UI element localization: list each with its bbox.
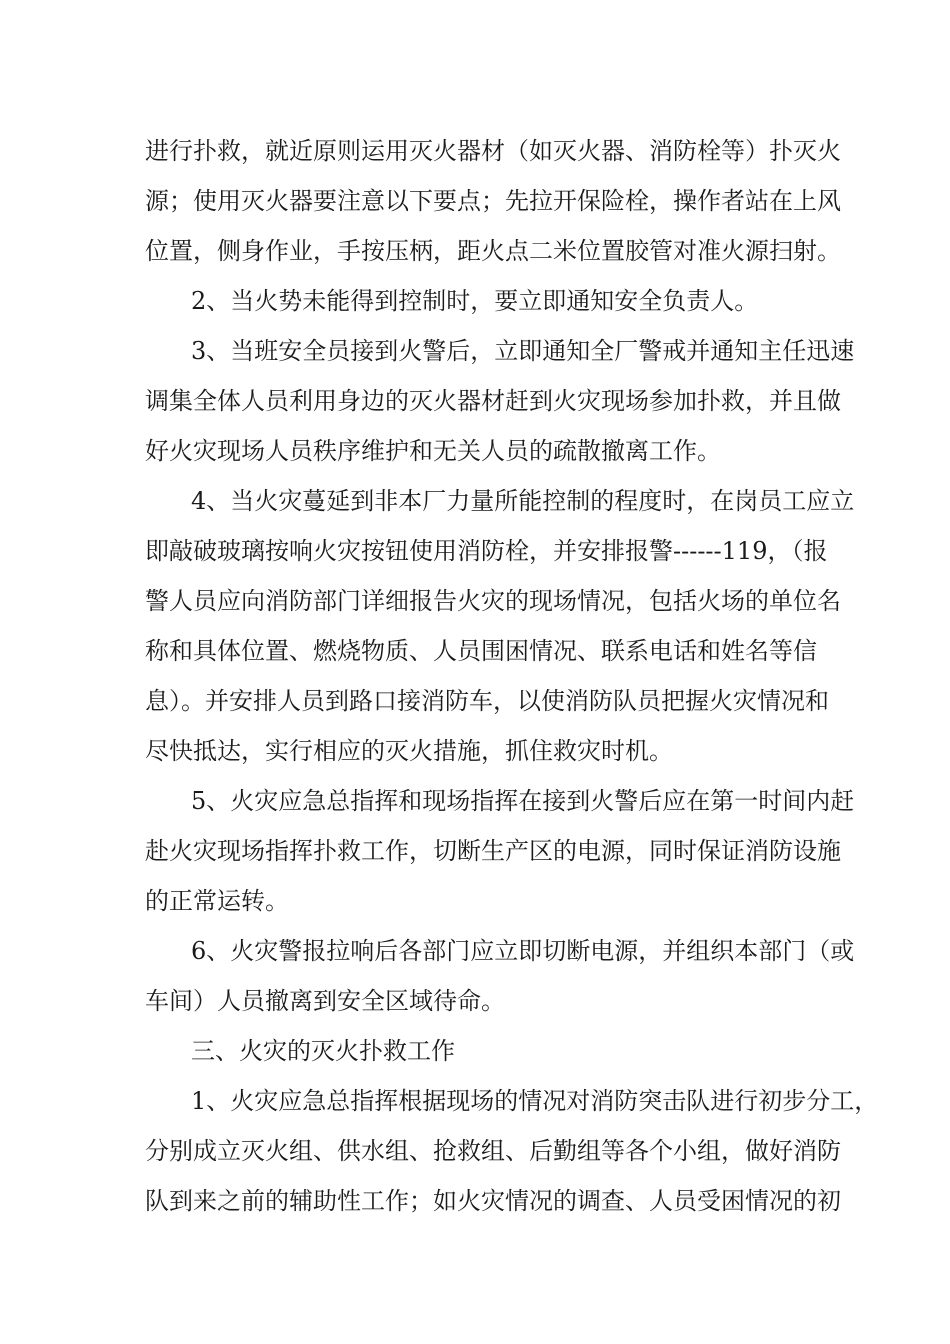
text-line: 赴火灾现场指挥扑救工作，切断生产区的电源，同时保证消防设施 (145, 837, 841, 865)
text-line: 称和具体位置、燃烧物质、人员围困情况、联系电话和姓名等信 (145, 637, 817, 665)
text-line: 车间）人员撤离到安全区域待命。 (145, 987, 505, 1015)
paragraph-item-6: 6、火灾警报拉响后各部门应立即切断电源，并组织本部门（或 (191, 937, 855, 965)
text-line: 源；使用灭火器要注意以下要点；先拉开保险栓，操作者站在上风 (145, 187, 841, 215)
text-line: 进行扑救，就近原则运用灭火器材（如灭火器、消防栓等）扑灭火 (145, 137, 841, 165)
text-line: 息）。并安排人员到路口接消防车，以使消防队员把握火灾情况和 (145, 687, 829, 715)
paragraph-item-5: 5、火灾应急总指挥和现场指挥在接到火警后应在第一时间内赶 (191, 787, 855, 815)
text-line: 队到来之前的辅助性工作；如火灾情况的调查、人员受困情况的初 (145, 1187, 841, 1215)
text-line: 好火灾现场人员秩序维护和无关人员的疏散撤离工作。 (145, 437, 721, 465)
text-line: 的正常运转。 (145, 887, 289, 915)
text-line: 尽快抵达，实行相应的灭火措施，抓住救灾时机。 (145, 737, 673, 765)
paragraph-item-3: 3、当班安全员接到火警后，立即通知全厂警戒并通知主任迅速 (191, 337, 855, 365)
text-line: 警人员应向消防部门详细报告火灾的现场情况，包括火场的单位名 (145, 587, 841, 615)
text-line: 分别成立灭火组、供水组、抢救组、后勤组等各个小组，做好消防 (145, 1137, 841, 1165)
text-line: 位置，侧身作业，手按压柄，距火点二米位置胶管对准火源扫射。 (145, 237, 841, 265)
section-heading: 三、火灾的灭火扑救工作 (191, 1037, 455, 1065)
paragraph-item-1: 1、火灾应急总指挥根据现场的情况对消防突击队进行初步分工， (191, 1087, 879, 1115)
paragraph-item-4: 4、当火灾蔓延到非本厂力量所能控制的程度时，在岗员工应立 (191, 487, 855, 515)
text-line: 即敲破玻璃按响火灾按钮使用消防栓，并安排报警------119，（报 (145, 537, 828, 565)
text-line: 调集全体人员利用身边的灭火器材赶到火灾现场参加扑救，并且做 (145, 387, 841, 415)
paragraph-item-2: 2、当火势未能得到控制时，要立即通知安全负责人。 (191, 287, 759, 315)
